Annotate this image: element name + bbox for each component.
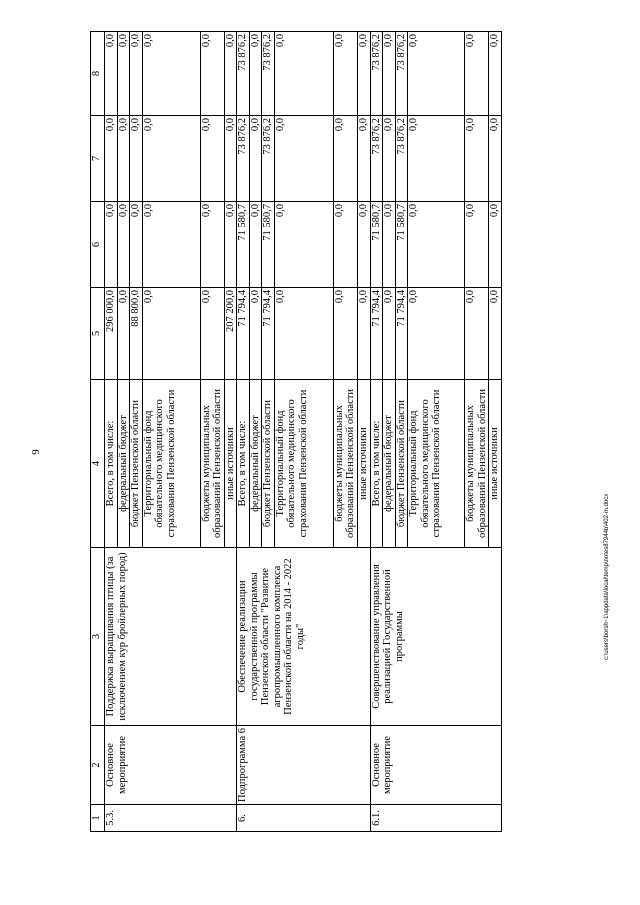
value-cell: 0,0 (105, 116, 118, 202)
value-cell: 0,0 (489, 116, 502, 202)
value-cell: 0,0 (358, 116, 371, 202)
header-cell: 7 (91, 116, 105, 202)
value-cell: 0,0 (383, 32, 396, 116)
value-cell: 0,0 (249, 32, 262, 116)
source-cell: Всего, в том числе: (105, 380, 118, 548)
item-number: 6.1. (370, 805, 501, 832)
source-cell: бюджет Пензенской области (395, 380, 408, 548)
item-kind: Подпрограмма 6 (237, 726, 370, 805)
source-cell: бюджеты муниципальных образований Пензенской области (333, 380, 357, 548)
value-cell: 0,0 (200, 116, 224, 202)
value-cell: 73 876,2 (370, 32, 383, 116)
value-cell: 0,0 (333, 288, 357, 380)
table-row (105, 32, 118, 832)
value-cell: 0,0 (224, 202, 237, 288)
item-title: Совершенствование управления реализацией Государственной программы (370, 548, 501, 726)
value-cell: 0,0 (333, 32, 357, 116)
value-cell: 0,0 (408, 32, 465, 116)
source-cell: бюджет Пензенской области (130, 380, 143, 548)
value-cell: 0,0 (200, 202, 224, 288)
source-cell: Территориальный фонд обязательного медицинского страхования Пензенской области (274, 380, 333, 548)
value-cell: 71 580,7 (262, 202, 275, 288)
value-cell: 0,0 (142, 116, 200, 202)
value-cell: 0,0 (465, 116, 489, 202)
value-cell: 0,0 (383, 116, 396, 202)
header-cell: 6 (91, 202, 105, 288)
value-cell: 0,0 (408, 288, 465, 380)
item-number: 6. (237, 805, 370, 832)
value-cell: 0,0 (489, 32, 502, 116)
rotated-table-wrapper (90, 32, 594, 832)
value-cell: 0,0 (408, 116, 465, 202)
value-cell: 88 800,0 (130, 288, 143, 380)
value-cell: 0,0 (333, 202, 357, 288)
header-cell: 2 (91, 726, 105, 805)
item-number: 5.3. (105, 805, 237, 832)
value-cell: 0,0 (465, 32, 489, 116)
value-cell: 71 794,4 (237, 288, 250, 380)
header-cell: 8 (91, 32, 105, 116)
value-cell: 0,0 (105, 202, 118, 288)
value-cell: 0,0 (130, 202, 143, 288)
source-cell: федеральный бюджет (383, 380, 396, 548)
header-row (91, 32, 105, 832)
value-cell: 73 876,2 (262, 116, 275, 202)
value-cell: 71 794,4 (395, 288, 408, 380)
value-cell: 73 876,2 (395, 32, 408, 116)
value-cell: 0,0 (274, 116, 333, 202)
item-kind: Основное мероприятие (370, 726, 501, 805)
value-cell: 296 000,0 (105, 288, 118, 380)
table-row (237, 32, 250, 832)
source-cell: Территориальный фонд обязательного медицинского страхования Пензенской области (142, 380, 200, 548)
footer-file-path: c:\users\borsh~1\appdata\local\temp\notes87944b\402-m.docx (604, 493, 610, 660)
value-cell: 0,0 (117, 32, 130, 116)
value-cell: 0,0 (465, 288, 489, 380)
value-cell: 207 200,0 (224, 288, 237, 380)
value-cell: 0,0 (117, 116, 130, 202)
value-cell: 0,0 (358, 288, 371, 380)
table-row (370, 32, 383, 832)
value-cell: 0,0 (224, 32, 237, 116)
value-cell: 0,0 (224, 116, 237, 202)
page-number: 9 (30, 449, 42, 455)
value-cell: 71 580,7 (370, 202, 383, 288)
value-cell: 0,0 (249, 116, 262, 202)
value-cell: 0,0 (408, 202, 465, 288)
value-cell: 0,0 (142, 288, 200, 380)
value-cell: 73 876,2 (237, 116, 250, 202)
item-kind: Основное мероприятие (105, 726, 237, 805)
value-cell: 0,0 (383, 202, 396, 288)
source-cell: иные источники (358, 380, 371, 548)
source-cell: бюджеты муниципальных образований Пензенской области (465, 380, 489, 548)
value-cell: 0,0 (130, 116, 143, 202)
source-cell: федеральный бюджет (249, 380, 262, 548)
value-cell: 73 876,2 (237, 32, 250, 116)
value-cell: 0,0 (489, 288, 502, 380)
value-cell: 0,0 (358, 32, 371, 116)
source-cell: федеральный бюджет (117, 380, 130, 548)
source-cell: Всего, в том числе: (237, 380, 250, 548)
source-cell: Всего, в том числе: (370, 380, 383, 548)
value-cell: 71 580,7 (395, 202, 408, 288)
value-cell: 0,0 (249, 288, 262, 380)
header-cell: 4 (91, 380, 105, 548)
source-cell: иные источники (489, 380, 502, 548)
source-cell: Территориальный фонд обязательного медицинского страхования Пензенской области (408, 380, 465, 548)
source-cell: иные источники (224, 380, 237, 548)
source-cell: бюджеты муниципальных образований Пензенской области (200, 380, 224, 548)
value-cell: 71 580,7 (237, 202, 250, 288)
value-cell: 0,0 (200, 288, 224, 380)
item-title: Поддержка выращивания птицы (за исключением кур бройлерных пород) (105, 548, 237, 726)
source-cell: бюджет Пензенской области (262, 380, 275, 548)
value-cell: 71 794,4 (262, 288, 275, 380)
value-cell: 0,0 (249, 202, 262, 288)
value-cell: 0,0 (142, 202, 200, 288)
header-cell: 1 (91, 805, 105, 832)
value-cell: 0,0 (142, 32, 200, 116)
value-cell: 0,0 (383, 288, 396, 380)
header-cell: 5 (91, 288, 105, 380)
value-cell: 0,0 (117, 288, 130, 380)
value-cell: 0,0 (200, 32, 224, 116)
value-cell: 0,0 (333, 116, 357, 202)
value-cell: 73 876,2 (262, 32, 275, 116)
value-cell: 0,0 (274, 288, 333, 380)
value-cell: 0,0 (358, 202, 371, 288)
value-cell: 73 876,2 (370, 116, 383, 202)
value-cell: 0,0 (130, 32, 143, 116)
value-cell: 0,0 (465, 202, 489, 288)
item-title: Обеспечение реализации государственной программы Пензенской области "Развитие агропромышленного комплекса Пензенской области на 2014 - 2022 годы" (237, 548, 370, 726)
value-cell: 0,0 (105, 32, 118, 116)
value-cell: 0,0 (274, 202, 333, 288)
value-cell: 0,0 (117, 202, 130, 288)
value-cell: 0,0 (489, 202, 502, 288)
value-cell: 71 794,4 (370, 288, 383, 380)
value-cell: 73 876,2 (395, 116, 408, 202)
value-cell: 0,0 (274, 32, 333, 116)
budget-table (90, 31, 502, 832)
header-cell: 3 (91, 548, 105, 726)
